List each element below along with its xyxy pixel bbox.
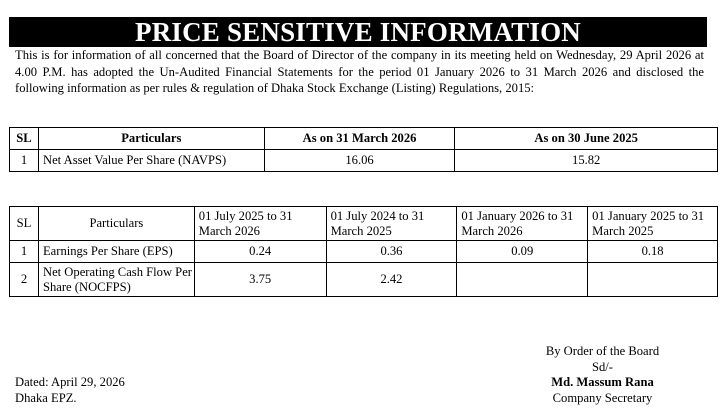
- header-sl: SL: [10, 207, 39, 241]
- navps-table: [9, 127, 718, 172]
- header-period-1: 01 July 2025 to 31 March 2026: [194, 207, 326, 241]
- table-header-row: [10, 207, 718, 241]
- place-text: Dhaka EPZ.: [15, 390, 77, 405]
- signature-line-sd: Sd/-: [592, 359, 613, 374]
- header-date-1: As on 31 March 2026: [264, 128, 455, 150]
- signatory-name: Md. Massum Rana: [551, 375, 654, 389]
- cell-sl: 2: [10, 263, 39, 297]
- cell-sl: 1: [10, 150, 39, 172]
- cell-value: 3.75: [194, 263, 326, 297]
- cell-particular: Earnings Per Share (EPS): [38, 241, 194, 263]
- page-title: PRICE SENSITIVE INFORMATION: [9, 17, 707, 47]
- table-header-row: [10, 128, 718, 150]
- cell-sl: 1: [10, 241, 39, 263]
- cell-value: [588, 263, 718, 297]
- header-period-3: 01 January 2026 to 31 March 2026: [457, 207, 588, 241]
- header-particulars: Particulars: [38, 207, 194, 241]
- cell-value: [457, 263, 588, 297]
- date-place-block: [15, 375, 125, 406]
- table-row: [10, 263, 718, 297]
- header-date-2: As on 30 June 2025: [455, 128, 718, 150]
- table-row: [10, 241, 718, 263]
- intro-paragraph: This is for information of all concerned that the Board of Director of the company in its meeting held on Wednesday, 29 April 2026 at 4.00 P.M. has adopted the Un-Audited Financial Statements for the period 01 January 2026 to 31 March 2026 and disclosed the following information as per rules & regulation of Dhaka Stock Exchange (Listing) Regulations, 2015:: [15, 48, 704, 95]
- signature-block: [520, 344, 685, 406]
- cell-value: 0.09: [457, 241, 588, 263]
- table-row: [10, 150, 718, 172]
- header-period-2: 01 July 2024 to 31 March 2025: [326, 207, 457, 241]
- cell-value: 16.06: [264, 150, 455, 172]
- signatory-designation: Company Secretary: [552, 390, 653, 405]
- cell-value: 15.82: [455, 150, 718, 172]
- date-text: Dated: April 29, 2026: [15, 375, 125, 389]
- cell-particular: Net Asset Value Per Share (NAVPS): [38, 150, 264, 172]
- eps-nocfps-table: [9, 206, 718, 297]
- cell-particular: Net Operating Cash Flow Per Share (NOCFPS): [38, 263, 194, 297]
- header-sl: SL: [10, 128, 39, 150]
- header-particulars: Particulars: [38, 128, 264, 150]
- cell-value: 0.24: [194, 241, 326, 263]
- signature-line-order: By Order of the Board: [545, 344, 660, 358]
- cell-value: 0.18: [588, 241, 718, 263]
- cell-value: 2.42: [326, 263, 457, 297]
- cell-value: 0.36: [326, 241, 457, 263]
- header-period-4: 01 January 2025 to 31 March 2025: [588, 207, 718, 241]
